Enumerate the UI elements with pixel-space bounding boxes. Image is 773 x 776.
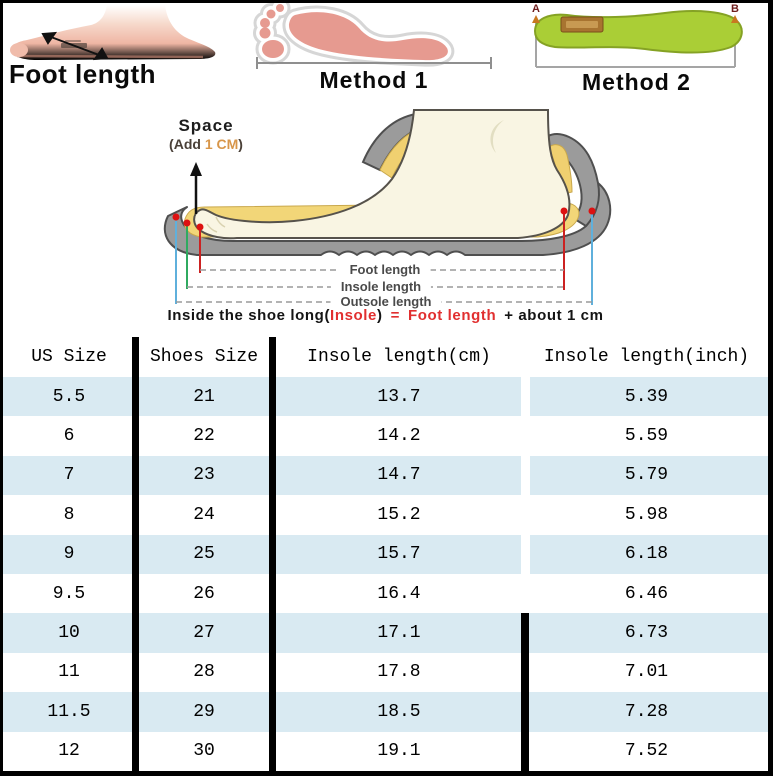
foot-shape	[12, 5, 216, 60]
space-label: Space	[178, 116, 234, 135]
shoe-diagram-section	[3, 100, 768, 337]
cell-shoes-size: 22	[193, 426, 215, 447]
method2-panel	[505, 3, 768, 100]
table-row	[3, 495, 768, 534]
table-row	[3, 456, 768, 495]
cell-insole-inch: 6.73	[624, 623, 669, 644]
method1-panel	[243, 3, 505, 100]
table-row	[3, 613, 768, 652]
formula-suffix: + about 1 cm	[504, 307, 604, 324]
cell-shoes-size: 25	[193, 544, 215, 565]
cell-insole-inch: 7.52	[624, 741, 669, 762]
cell-us-size: 11	[58, 662, 80, 683]
foot-photo-illustration	[3, 3, 243, 67]
outsole-length-label: Outsole length	[331, 294, 442, 309]
cell-insole-cm: 18.5	[377, 701, 421, 722]
foot-length-label: Foot length	[340, 262, 431, 277]
cell-insole-cm: 17.1	[377, 623, 421, 644]
table-row	[3, 535, 768, 574]
insole-formula	[3, 307, 768, 324]
table-header-row	[3, 337, 768, 377]
table-row	[3, 377, 768, 416]
insole-illustration	[505, 3, 768, 77]
foot-photo-panel	[3, 3, 243, 100]
cell-insole-cm: 14.7	[377, 465, 421, 486]
cell-insole-inch: 7.01	[624, 662, 669, 683]
column-divider-3	[521, 613, 529, 771]
formula-prefix: Inside the shoe long(Insole)	[167, 307, 383, 324]
cell-insole-inch: 5.39	[624, 386, 669, 407]
footprint-illustration	[243, 3, 505, 69]
table-row	[3, 653, 768, 692]
space-add-suffix: )	[238, 136, 243, 152]
cell-us-size: 12	[58, 741, 80, 762]
cell-insole-cm: 16.4	[377, 583, 421, 604]
cell-shoes-size: 21	[193, 386, 215, 407]
column-divider-2	[269, 337, 276, 771]
cell-insole-inch: 5.79	[624, 465, 669, 486]
cell-insole-inch: 5.59	[624, 426, 669, 447]
cell-insole-inch: 6.18	[624, 544, 669, 565]
cell-shoes-size: 30	[193, 741, 215, 762]
cell-us-size: 5.5	[52, 386, 86, 407]
space-arrow	[190, 162, 202, 214]
cell-shoes-size: 29	[193, 701, 215, 722]
point-a-label: A	[532, 3, 540, 15]
insole-length-label: Insole length	[331, 279, 431, 294]
cell-us-size: 8	[63, 504, 75, 525]
cell-shoes-size: 26	[193, 583, 215, 604]
cell-insole-cm: 14.2	[377, 426, 421, 447]
header-insole-cm: Insole length(cm)	[307, 347, 491, 367]
foot-length-caption: Foot length	[9, 59, 157, 89]
size-table	[3, 337, 768, 771]
table-row	[3, 732, 768, 771]
method1-caption: Method 1	[319, 67, 429, 93]
point-b-label: B	[731, 3, 739, 15]
table-row	[3, 692, 768, 731]
cell-us-size: 11.5	[47, 701, 91, 722]
cell-insole-cm: 15.2	[377, 504, 421, 525]
header-shoes-size: Shoes Size	[149, 347, 259, 367]
space-add-value: 1 CM	[204, 136, 239, 152]
insole-brand-text-mark	[566, 21, 598, 28]
cell-us-size: 6	[63, 426, 75, 447]
cell-shoes-size: 27	[193, 623, 215, 644]
header-us-size: US Size	[31, 347, 107, 367]
table-row	[3, 416, 768, 455]
cell-insole-cm: 19.1	[377, 741, 421, 762]
cell-insole-inch: 6.46	[624, 583, 669, 604]
measurement-methods-strip	[3, 3, 768, 100]
formula-foot-length: Foot length	[407, 307, 497, 324]
method2-caption: Method 2	[582, 69, 691, 95]
cell-us-size: 9.5	[52, 583, 86, 604]
space-add-prefix: (Add	[169, 136, 205, 152]
cell-insole-cm: 13.7	[377, 386, 421, 407]
cell-us-size: 10	[58, 623, 80, 644]
cell-us-size: 9	[63, 544, 75, 565]
cell-shoes-size: 24	[193, 504, 215, 525]
space-add-label	[141, 136, 271, 152]
formula-equals: =	[390, 307, 400, 324]
table-row	[3, 574, 768, 613]
cell-insole-inch: 5.98	[624, 504, 669, 525]
cell-insole-inch: 7.28	[624, 701, 669, 722]
cell-shoes-size: 28	[193, 662, 215, 683]
point-a-arrow	[532, 15, 540, 23]
column-gap-3	[521, 337, 530, 613]
header-insole-inch: Insole length(inch)	[543, 347, 750, 367]
cell-us-size: 7	[63, 465, 75, 486]
cell-insole-cm: 17.8	[377, 662, 421, 683]
cell-insole-cm: 15.7	[377, 544, 421, 565]
cell-shoes-size: 23	[193, 465, 215, 486]
foot-sole-line	[17, 56, 203, 57]
column-divider-1	[132, 337, 139, 771]
big-toe	[10, 43, 28, 57]
